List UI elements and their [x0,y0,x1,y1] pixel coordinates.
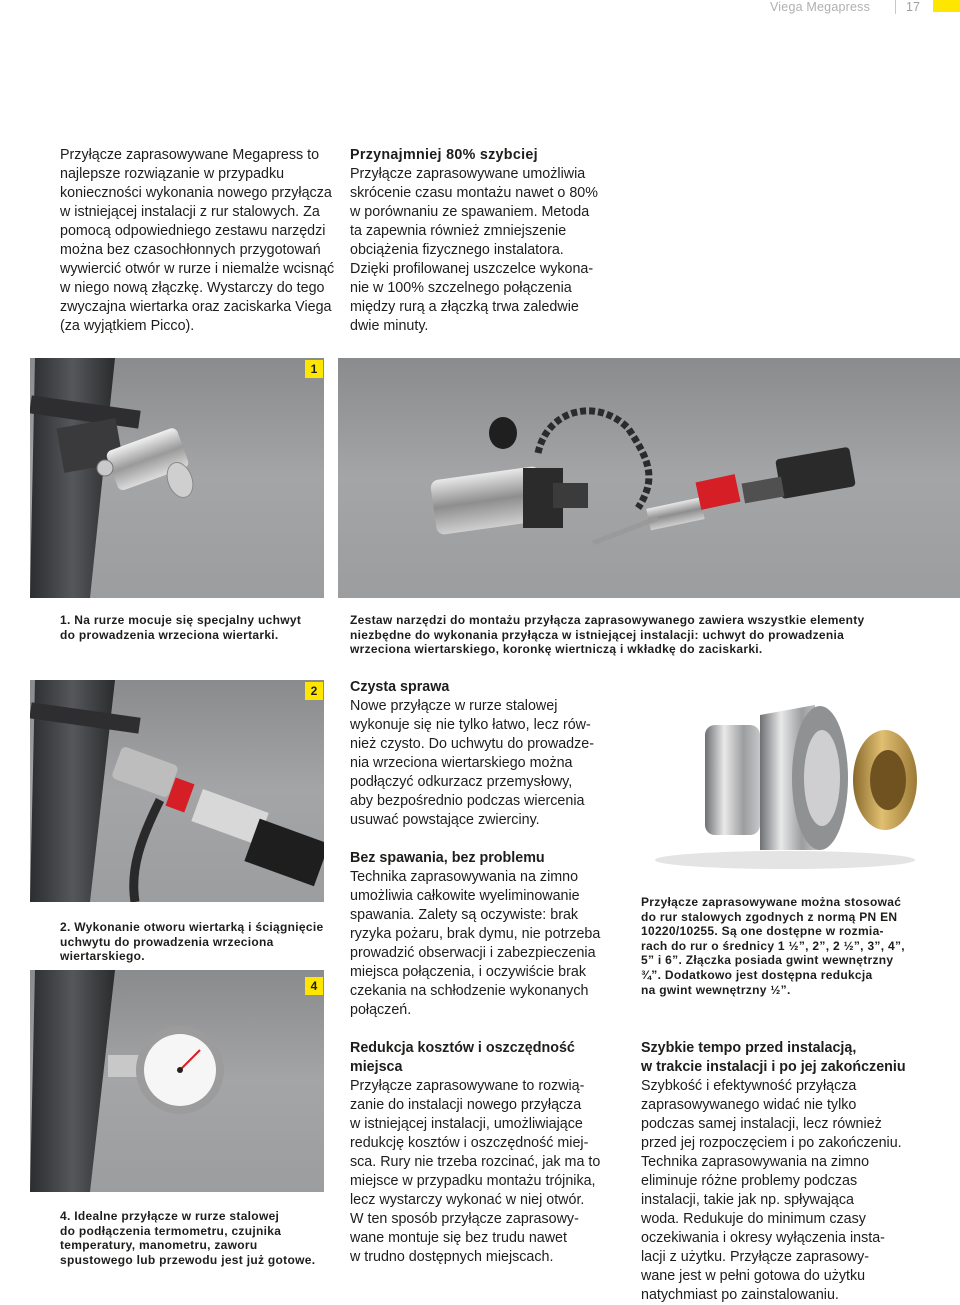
clean-heading: Czysta sprawa [350,679,450,695]
tool-set-caption: Zestaw narzędzi do montażu przyłącza zaprasowywanego zawiera wszystkie elementy niezbędne do wykonania przyłącza w istniejącej instalacji: uchwyt do prowadzenia wrzeciona wiertarskiego, koronkę wiertniczą i wkładkę do zaciskarki. [350,613,865,657]
intro-right-text: Przyłącze zaprasowywane umożliwia skrócenie czasu montażu nawet o 80% w porównaniu ze spawaniem. Metoda ta zapewnia również zmniejszenie obciążenia fizycznego instalatora. Dzięki profilowanej uszczelce wykona- nie w 100% szczelnego połączenia między rurą a złączką trwa zaledwie dwie minuty. [350,166,598,334]
clean-text: Nowe przyłącze w rurze stalowej wykonuje się nie tylko łatwo, lecz rów- nież czysto. Do uchwytu do prowadze- nia wrzeciona wiertarskiego można podłączyć odkurzacz przemysłowy, aby bezpośrednio podczas wiercenia usuwać powstające zwierciny. [350,698,594,828]
cost-heading: Redukcja kosztów i oszczędność miejsca [350,1040,575,1075]
photo-tool-set [338,358,960,598]
photo-pipe-clamp [30,358,324,598]
photo-thermometer [30,970,324,1192]
tool-set-illustration [338,358,960,598]
figure-1-badge: 1 [305,360,323,378]
header-divider [895,0,896,14]
photo-press-fitting [640,700,930,870]
figure-4-caption: 4. Idealne przyłącze w rurze stalowej do podłączenia termometru, czujnika temperatury, manometru, zaworu spustowego lub przewodu jest już gotowe. [60,1209,316,1267]
press-fitting-illustration [640,700,930,870]
no-welding-heading: Bez spawania, bez problemu [350,850,545,866]
intro-right-heading: Przynajmniej 80% szybciej [350,147,538,163]
photo-drilling [30,680,324,902]
speed-text: Szybkość i efektywność przyłącza zaprasowywanego widać nie tylko podczas samej instalacji, lecz również przed jej rozpoczęciem i po zakończeniu. Technika zaprasowywania na zimno eliminuje różne problemy podczas instalacji, takie jak np. spływająca woda. Redukuje do minimum czasy oczekiwania i okresy wyłączenia insta- lacji z użytku. Przyłącze zaprasowy- wane jest w pełni gotowa do użytku natychmiast po zainstalowaniu. [641,1078,902,1303]
no-welding-text: Technika zaprasowywania na zimno umożliwia całkowite wyeliminowanie spawania. Zalety są oczywiste: brak ryzyka pożaru, brak dymu, nie potrzeba prowadzić obserwacji i zabezpieczenia miejsca połączenia, i oczywiście brak czekania na schłodzenie wykonanych połączeń. [350,869,601,1018]
page-number: 17 [906,0,920,14]
running-header-title: Viega Megapress [770,0,871,14]
speed-heading: Szybkie tempo przed instalacją, w trakcie instalacji i po jej zakończeniu [641,1040,906,1075]
thermometer-illustration [30,970,324,1192]
figure-2-badge: 2 [305,682,323,700]
pipe-clamp-illustration [30,358,324,598]
figure-4-badge: 4 [305,977,323,995]
figure-2-caption: 2. Wykonanie otworu wiertarką i ściągnięcie uchwytu do prowadzenia wrzeciona wiertarskiego. [60,920,324,964]
drilling-illustration [30,680,324,902]
accent-tab [933,0,960,12]
press-fitting-caption: Przyłącze zaprasowywane można stosować do rur stalowych zgodnych z normą PN EN 10220/10255. Są one dostępne w rozmia- rach do rur o średnicy 1 ½”, 2”, 2 ½”, 3”, 4”, 5” i 6”. Złączka posiada gwint wewnętrzny ¾”. Dodatkowo jest dostępna redukcja na gwint wewnętrzny ½”. [641,895,905,997]
intro-left-text: Przyłącze zaprasowywane Megapress to najlepsze rozwiązanie w przypadku konieczności wykonania nowego przyłącza w istniejącej instalacji z rur stalowych. Za pomocą odpowiedniego zestawu narzędzi można bez czasochłonnych przygotowań wywiercić otwór w rurze i niemalże wcisnąć w niego nową złączkę. Wystarczy do tego zwyczajna wiertarka oraz zaciskarka Viega (za wyjątkiem Picco). [60,147,335,334]
cost-text: Przyłącze zaprasowywane to rozwią- zanie do instalacji nowego przyłącza w istniejącej instalacji, umożliwiające redukcję kosztów i oszczędność miej- sca. Rury nie trzeba rozcinać, jak ma to miejsce w przypadku montażu trójnika, lecz wystarczy wykonać w niej otwór. W ten sposób przyłącze zaprasowy- wane montuje się bez trudu nawet w trudno dostępnych miejscach. [350,1078,601,1265]
figure-1-caption: 1. Na rurze mocuje się specjalny uchwyt do prowadzenia wrzeciona wiertarki. [60,613,302,642]
